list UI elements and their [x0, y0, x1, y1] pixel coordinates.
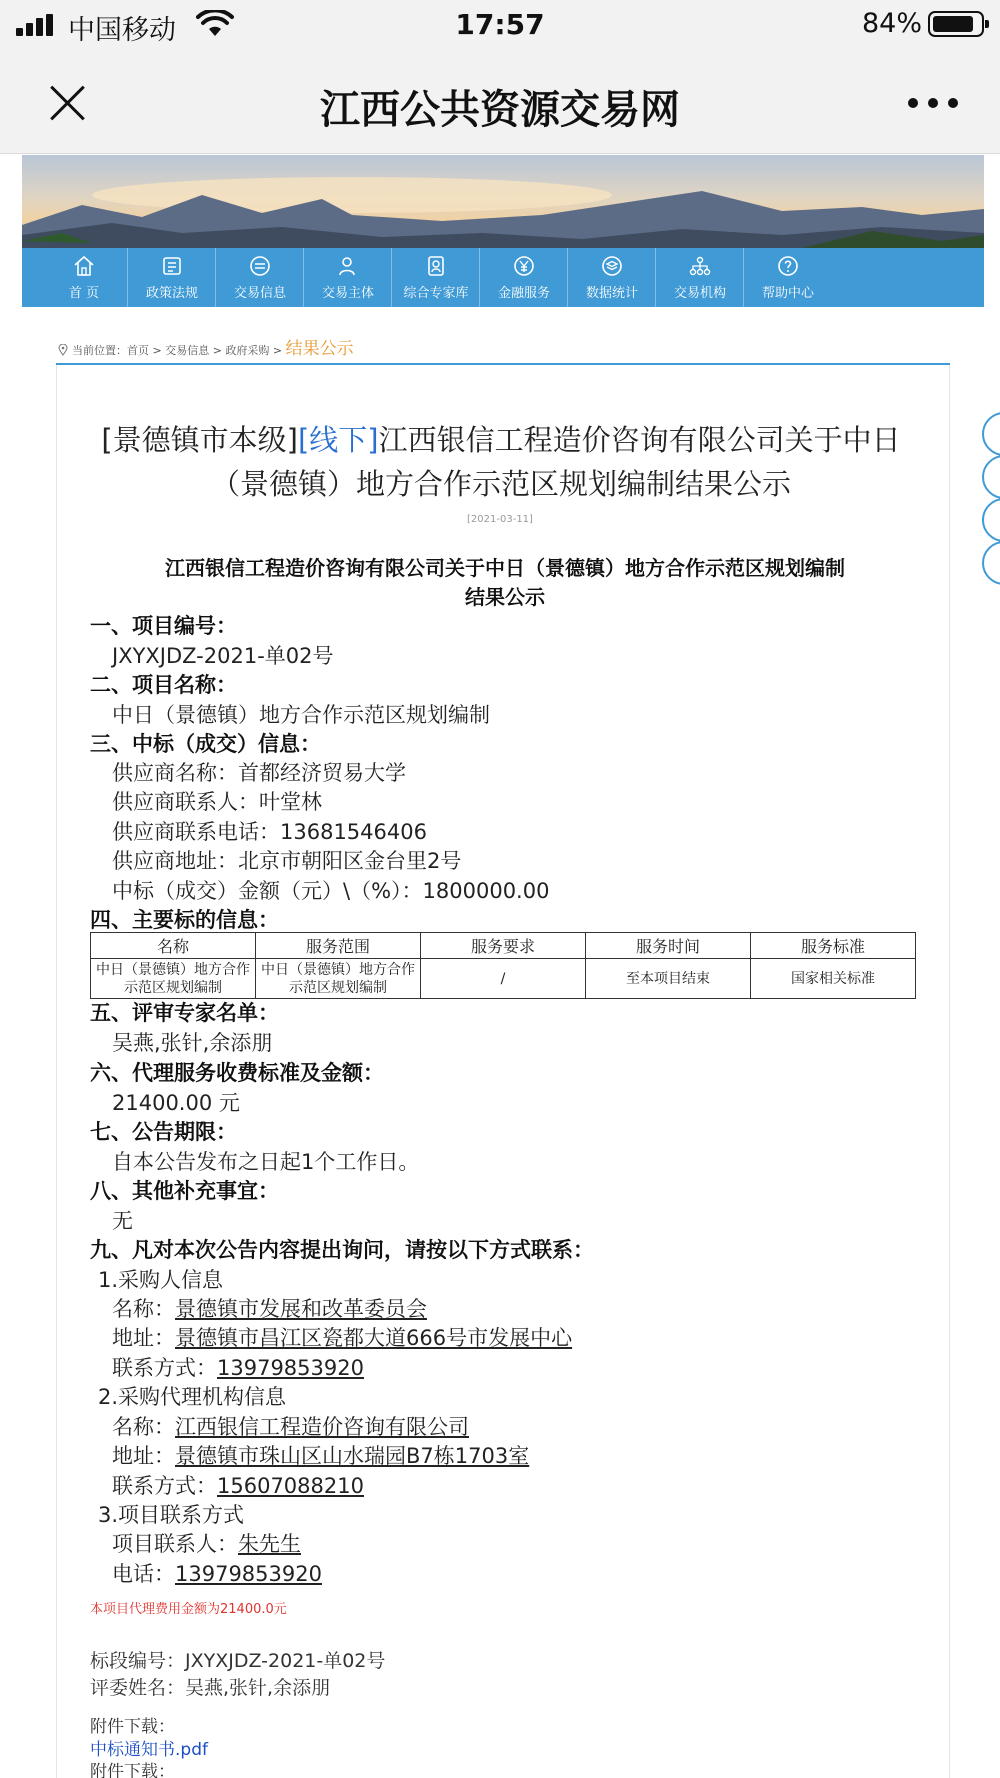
breadcrumb-separator: > — [149, 344, 166, 357]
menu-label: 交易信息 — [233, 286, 286, 301]
agency-name-row — [112, 1411, 469, 1441]
field-label: 名称： — [112, 1297, 175, 1321]
breadcrumb — [58, 334, 354, 359]
purchaser-phone-link[interactable]: 13979853920 — [217, 1356, 364, 1380]
field-label: 联系方式： — [112, 1474, 217, 1498]
menu-item-trade-org[interactable] — [656, 248, 744, 307]
site-banner — [22, 155, 984, 248]
award-amount: 中标（成交）金额（元）\（%）：1800000.00 — [112, 879, 550, 903]
table-cell: 至本项目结束 — [586, 959, 751, 999]
main-menu — [22, 248, 984, 307]
table-header: 服务时间 — [586, 933, 751, 959]
breadcrumb-separator: > — [209, 344, 226, 357]
menu-label: 交易主体 — [321, 286, 374, 301]
status-bar — [0, 0, 1000, 50]
section-heading: 九、凡对本次公告内容提出询问，请按以下方式联系： — [90, 1238, 594, 1262]
title-text-line1: 江西银信工程造价咨询有限公司关于中日 — [378, 423, 901, 457]
supplier-phone: 供应商联系电话：13681546406 — [112, 820, 427, 844]
clock: 17:57 — [455, 8, 545, 41]
breadcrumb-separator: > — [269, 344, 286, 357]
breadcrumb-current: 结果公示 — [285, 339, 354, 359]
publish-date: [2021-03-11] — [467, 514, 533, 525]
section-heading: 三、中标（成交）信息： — [90, 732, 321, 756]
help-icon — [744, 254, 832, 280]
table-cell: 中日（景德镇）地方合作示范区规划编制 — [91, 959, 256, 999]
menu-item-trade-info[interactable] — [216, 248, 304, 307]
agency-contact-row — [112, 1470, 364, 1500]
purchaser-contact-row — [112, 1352, 364, 1382]
supplier-address: 供应商地址：北京市朝阳区金台里2号 — [112, 849, 462, 873]
purchaser-address-link[interactable]: 景德镇市昌江区瓷都大道666号市发展中心 — [175, 1326, 573, 1350]
menu-item-statistics[interactable] — [568, 248, 656, 307]
attachment-label: 附件下载： — [90, 1717, 175, 1737]
project-phone-row — [112, 1558, 322, 1588]
yuan-icon — [480, 254, 568, 280]
breadcrumb-gov-procurement[interactable]: 政府采购 — [225, 344, 270, 357]
section-heading: 一、项目编号： — [90, 614, 237, 638]
expert-icon — [392, 254, 480, 280]
menu-item-policy[interactable] — [128, 248, 216, 307]
table-cell: 中日（景德镇）地方合作示范区规划编制 — [256, 959, 421, 999]
purchaser-heading: 1.采购人信息 — [98, 1268, 224, 1292]
phone-icon[interactable] — [982, 498, 1000, 542]
purchaser-name-row — [112, 1293, 427, 1323]
nav-bar — [0, 50, 1000, 154]
field-label: 地址： — [112, 1326, 175, 1350]
table-header: 服务标准 — [751, 933, 916, 959]
person-icon — [304, 254, 392, 280]
table-row — [91, 959, 916, 999]
section-heading: 四、主要标的信息： — [90, 908, 279, 932]
menu-label: 交易机构 — [673, 286, 726, 301]
project-phone-link[interactable]: 13979853920 — [175, 1562, 322, 1586]
agency-name-link[interactable]: 江西银信工程造价咨询有限公司 — [175, 1415, 469, 1439]
project-person-row — [112, 1528, 301, 1558]
field-label: 名称： — [112, 1415, 175, 1439]
section-heading: 六、代理服务收费标准及金额： — [90, 1061, 384, 1085]
article-title — [80, 418, 922, 506]
title-mode-tag: [线下] — [297, 423, 379, 457]
section-heading: 五、评审专家名单： — [90, 1001, 279, 1025]
mountain-landscape-image — [22, 155, 984, 248]
section-heading: 八、其他补充事宜： — [90, 1179, 279, 1203]
field-label: 项目联系人： — [112, 1532, 238, 1556]
supplier-contact: 供应商联系人：叶堂林 — [112, 790, 322, 814]
menu-label: 政策法规 — [145, 286, 198, 301]
menu-label: 综合专家库 — [403, 286, 469, 301]
menu-label: 首 页 — [68, 286, 100, 301]
table-header: 服务要求 — [421, 933, 586, 959]
article-subtitle — [90, 554, 920, 612]
attachment-download-link[interactable]: 中标通知书.pdf — [90, 1740, 208, 1760]
table-cell: / — [421, 959, 586, 999]
menu-item-help[interactable] — [744, 248, 832, 307]
layers-icon — [568, 254, 656, 280]
agency-heading: 2.采购代理机构信息 — [98, 1385, 287, 1409]
title-region-tag: [景德镇市本级] — [101, 423, 298, 457]
battery-percent: 84% — [862, 8, 923, 39]
menu-item-expert-db[interactable] — [392, 248, 480, 307]
project-number: JXYXJDZ-2021-单02号 — [112, 644, 334, 668]
edit-icon[interactable] — [982, 541, 1000, 585]
subtitle-line1: 江西银信工程造价咨询有限公司关于中日（景德镇）地方合作示范区规划编制 — [165, 556, 845, 580]
supplier-name: 供应商名称：首都经济贸易大学 — [112, 761, 406, 785]
breadcrumb-trade-info[interactable]: 交易信息 — [165, 344, 210, 357]
location-pin-icon — [58, 344, 68, 356]
subtitle-line2: 结果公示 — [465, 585, 545, 609]
menu-item-finance[interactable] — [480, 248, 568, 307]
menu-label: 金融服务 — [497, 286, 550, 301]
menu-item-trade-subject[interactable] — [304, 248, 392, 307]
help-icon[interactable] — [982, 412, 1000, 456]
attachment-label: 附件下载： — [90, 1762, 175, 1778]
more-options-icon[interactable] — [908, 98, 958, 110]
expert-list: 吴燕,张针,余添朋 — [112, 1031, 273, 1055]
table-header-row — [91, 933, 916, 959]
field-label: 电话： — [112, 1562, 175, 1586]
page-title: 江西公共资源交易网 — [320, 87, 680, 133]
field-label: 地址： — [112, 1444, 175, 1468]
home-icon — [40, 254, 128, 280]
chat-icon[interactable] — [982, 455, 1000, 499]
field-label: 联系方式： — [112, 1356, 217, 1380]
menu-label: 帮助中心 — [761, 286, 814, 301]
section-heading: 七、公告期限： — [90, 1120, 237, 1144]
org-chart-icon — [656, 254, 744, 280]
table-header: 名称 — [91, 933, 256, 959]
notice-period: 自本公告发布之日起1个工作日。 — [112, 1150, 420, 1174]
project-person-link[interactable]: 朱先生 — [238, 1532, 301, 1556]
purchaser-address-row — [112, 1322, 572, 1352]
section-heading: 二、项目名称： — [90, 673, 237, 697]
agency-fee: 21400.00 元 — [112, 1091, 240, 1115]
agency-address-link[interactable]: 景德镇市珠山区山水瑞园B7栋1703室 — [175, 1444, 530, 1468]
agency-phone-link[interactable]: 15607088210 — [217, 1474, 364, 1498]
agency-address-row — [112, 1440, 529, 1470]
title-text-line2: （景德镇）地方合作示范区规划编制结果公示 — [210, 467, 791, 501]
project-name: 中日（景德镇）地方合作示范区规划编制 — [112, 703, 490, 727]
document-icon — [128, 254, 216, 280]
project-contact-heading: 3.项目联系方式 — [98, 1503, 245, 1527]
table-cell: 国家相关标准 — [751, 959, 916, 999]
list-icon — [216, 254, 304, 280]
menu-item-home[interactable] — [40, 248, 128, 307]
other-matters: 无 — [112, 1209, 133, 1233]
jury-names: 评委姓名：吴燕,张针,余添朋 — [90, 1677, 331, 1699]
table-header: 服务范围 — [256, 933, 421, 959]
carrier-name: 中国移动 — [68, 15, 176, 46]
subject-info-table — [90, 932, 916, 999]
breadcrumb-home[interactable]: 首页 — [127, 344, 149, 357]
menu-label: 数据统计 — [585, 286, 638, 301]
lot-number: 标段编号：JXYXJDZ-2021-单02号 — [90, 1650, 386, 1672]
fee-note: 本项目代理费用金额为21400.0元 — [90, 1602, 287, 1617]
purchaser-name-link[interactable]: 景德镇市发展和改革委员会 — [175, 1297, 427, 1321]
breadcrumb-prefix: 当前位置： — [72, 344, 127, 357]
battery-icon — [928, 11, 984, 37]
